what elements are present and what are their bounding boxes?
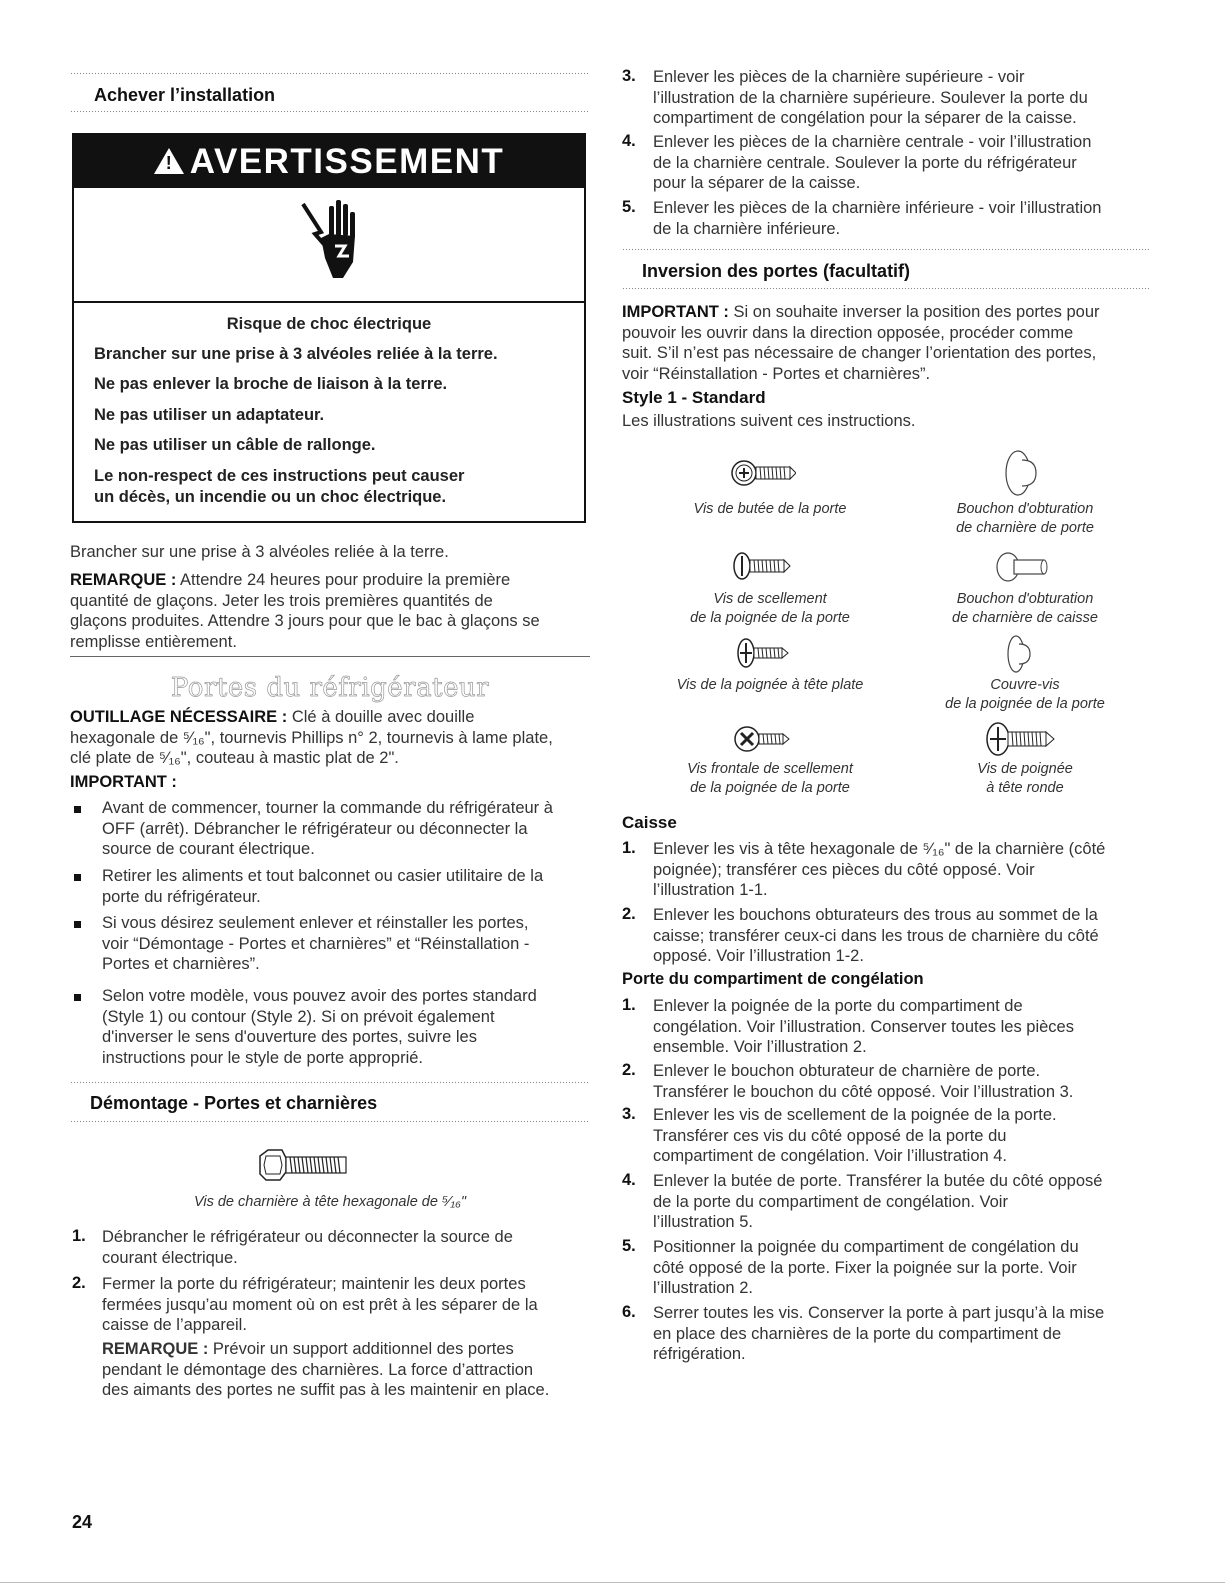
remarque-paragraph <box>70 570 590 652</box>
part-caption <box>650 590 890 628</box>
section-rule-bottom <box>70 110 590 114</box>
step-number: 2. <box>72 1274 86 1292</box>
text-line: porte du réfrigérateur. <box>102 887 261 906</box>
cabinet-hinge-plug-icon <box>994 551 1050 583</box>
door-handle-sealing-screw-icon <box>732 551 792 581</box>
text-line: opposé. Voir l’illustration 1-2. <box>653 947 864 965</box>
outillage-label: OUTILLAGE NÉCESSAIRE : <box>70 708 288 726</box>
text-line: des aimants des portes ne suffit pas à les maintenir en place. <box>102 1381 550 1399</box>
text-line: Enlever les pièces de la charnière inférieure - voir l’illustration <box>653 199 1102 217</box>
text-line: Avant de commencer, tourner la commande du réfrigérateur à <box>102 799 553 817</box>
text-line: remplisse entièrement. <box>70 632 237 651</box>
electric-shock-hand-icon <box>299 198 361 288</box>
text-line: Débrancher le réfrigérateur ou déconnecter la source de <box>102 1228 513 1246</box>
text-line: Transférer le bouchon du côté opposé. Voir l’illustration 3. <box>653 1082 1074 1101</box>
text-line: congélation. Voir l’illustration. Conserver toutes les pièces <box>653 1017 1074 1036</box>
text-line: Transférer ces vis du côté opposé de la porte du <box>653 1126 1007 1145</box>
section-title-demontage: Démontage - Portes et charnières <box>90 1093 378 1113</box>
step-item <box>653 905 1099 967</box>
text-line: suit. S’il n’est pas nécessaire de changer l’orientation des portes, <box>622 344 1097 362</box>
text-line: de la poignée de la porte <box>690 780 850 796</box>
text-line: Vis de scellement <box>713 591 827 607</box>
text-line: Enlever la butée de porte. Transférer la butée du côté opposé <box>653 1172 1103 1190</box>
text-line: l’illustration de la charnière supérieure. Soulever la porte du <box>653 88 1088 107</box>
page-bottom-edge <box>0 1582 1225 1583</box>
warning-line: Ne pas utiliser un câble de rallonge. <box>94 436 376 454</box>
section-rule-top <box>622 248 1150 252</box>
text-line: (Style 1) ou contour (Style 2). Si on prévoit également <box>102 1007 495 1026</box>
style1-subtext: Les illustrations suivent ces instructions. <box>622 412 916 430</box>
section-rule-bottom <box>622 287 1150 291</box>
part-caption <box>920 500 1130 538</box>
remarque-label: REMARQUE : <box>70 571 177 589</box>
step-number: 1. <box>72 1227 86 1245</box>
warning-line: Brancher sur une prise à 3 alvéoles reliée à la terre. <box>94 345 498 363</box>
text-line: Serrer toutes les vis. Conserver la porte à part jusqu’à la mise <box>653 1304 1105 1322</box>
bullet-item <box>102 866 543 907</box>
front-sealing-screw-icon <box>733 723 791 755</box>
part-caption <box>650 760 890 798</box>
section-title-installation: Achever l’installation <box>94 85 276 105</box>
step-number: 2. <box>622 1061 636 1079</box>
step-number: 4. <box>622 1171 636 1189</box>
part-caption <box>920 676 1130 714</box>
text-line: compartiment de congélation. Voir l’illustration 4. <box>653 1147 1008 1165</box>
warning-title: AVERTISSEMENT <box>189 142 505 181</box>
text-line: Selon votre modèle, vous pouvez avoir des portes standard <box>102 987 537 1005</box>
text-line: Clé à douille avec douille <box>287 708 475 726</box>
text-line: Prévoir un support additionnel des portes <box>208 1340 514 1358</box>
hex-hinge-screw-icon <box>258 1148 350 1182</box>
text-line: Enlever le bouchon obturateur de charnière de porte. <box>653 1062 1041 1080</box>
step-number: 2. <box>622 905 636 923</box>
text-line: Retirer les aliments et tout balconnet ou casier utilitaire de la <box>102 867 544 885</box>
text-line: poignée); transférer ces pièces du côté opposé. Voir <box>653 860 1035 879</box>
step-item <box>653 1105 1057 1167</box>
step-number: 3. <box>622 67 636 85</box>
important-label: IMPORTANT : <box>70 773 177 791</box>
step-number: 1. <box>622 996 636 1014</box>
text-line: en place des charnières de la porte du compartiment de <box>653 1324 1062 1343</box>
warning-triangle-icon: ! <box>154 148 184 174</box>
text-line: Si vous désirez seulement enlever et réinstaller les portes, <box>102 914 529 932</box>
text-line: clé plate de ⁵⁄₁₆", couteau à mastic plat de 2". <box>70 749 399 767</box>
text-line: voir “Démontage - Portes et charnières” et “Réinstallation - <box>102 934 530 953</box>
text-line: pouvoir les ouvrir dans la direction opposée, procéder comme <box>622 323 1074 342</box>
round-head-handle-screw-icon <box>984 721 1056 757</box>
text-line: de la poignée de la porte <box>945 696 1105 712</box>
paragraph: Brancher sur une prise à 3 alvéoles reliée à la terre. <box>70 543 449 561</box>
text-line: courant électrique. <box>102 1248 238 1267</box>
part-caption <box>920 590 1130 628</box>
text-line: Si on souhaite inverser la position des portes pour <box>728 303 1100 321</box>
door-hinge-plug-icon <box>1000 448 1044 498</box>
remarque2-paragraph <box>102 1339 549 1401</box>
text-line: quantité de glaçons. Jeter les trois premières quantités de <box>70 591 493 610</box>
text-line: hexagonale de ⁵⁄₁₆", tournevis Phillips n° 2, tournevis à lame plate, <box>70 728 553 747</box>
step-number: 1. <box>622 839 636 857</box>
step-item <box>102 1227 513 1268</box>
text-line: Fermer la porte du réfrigérateur; maintenir les deux portes <box>102 1275 526 1293</box>
step-item <box>653 839 1105 901</box>
text-line: Vis frontale de scellement <box>687 761 853 777</box>
screw-cover-icon <box>1004 634 1036 674</box>
part-caption: Vis de la poignée à tête plate <box>676 677 864 693</box>
text-line: de la poignée de la porte <box>690 610 850 626</box>
text-line: de la charnière inférieure. <box>653 219 841 238</box>
step-item <box>653 67 1088 129</box>
text-line: Attendre 24 heures pour produire la première <box>176 571 511 589</box>
important-paragraph <box>622 302 1150 384</box>
text-line: Couvre-vis <box>990 677 1060 693</box>
section-title-inversion: Inversion des portes (facultatif) <box>642 261 911 281</box>
section-rule-top <box>70 72 590 76</box>
text-line: de la porte du compartiment de congélation. Voir <box>653 1192 1008 1211</box>
text-line: pour la séparer de la caisse. <box>653 174 861 192</box>
text-line: caisse de l’appareil. <box>102 1316 247 1334</box>
text-line: d'inverser le sens d'ouverture des portes, suivre les <box>102 1028 477 1046</box>
text-line: source de courant électrique. <box>102 840 315 858</box>
bullet-item <box>102 798 553 860</box>
text-line: glaçons produites. Attendre 3 jours pour que le bac à glaçons se <box>70 612 540 630</box>
warning-divider <box>74 301 584 303</box>
warning-line: Le non-respect de ces instructions peut causer <box>94 467 465 485</box>
bullet-icon <box>74 994 81 1001</box>
text-line: ensemble. Voir l’illustration 2. <box>653 1038 867 1056</box>
text-line: Positionner la poignée du compartiment de congélation du <box>653 1238 1079 1256</box>
warning-line: un décès, un incendie ou un choc électrique. <box>94 488 447 506</box>
bullet-icon <box>74 806 81 813</box>
hinge-screw-caption: Vis de charnière à tête hexagonale de ⁵⁄₁₆" <box>193 1194 467 1210</box>
section-rule-bottom <box>70 1120 590 1124</box>
text-line: pendant le démontage des charnières. La force d’attraction <box>102 1360 534 1379</box>
step-number: 6. <box>622 1303 636 1321</box>
text-line: Portes et charnières”. <box>102 955 260 973</box>
text-line: de charnière de porte <box>956 520 1094 536</box>
step-number: 3. <box>622 1105 636 1123</box>
caisse-heading: Caisse <box>622 813 677 832</box>
section-title-portes: Portes du réfrigérateur <box>170 673 490 703</box>
warning-header <box>74 135 584 188</box>
text-line: Enlever la poignée de la porte du compartiment de <box>653 997 1023 1015</box>
text-line: voir “Réinstallation - Portes et charnières”. <box>622 364 931 383</box>
warning-line: Ne pas utiliser un adaptateur. <box>94 406 325 424</box>
text-line: caisse; transférer ceux-ci dans les trous de charnière du côté <box>653 926 1099 945</box>
bullet-item <box>102 986 537 1068</box>
text-line: à tête ronde <box>986 780 1064 796</box>
text-line: Enlever les pièces de la charnière supérieure - voir <box>653 68 1025 86</box>
text-line: côté opposé de la porte. Fixer la poignée sur la porte. Voir <box>653 1258 1077 1277</box>
step-item <box>653 1171 1102 1233</box>
bullet-item <box>102 913 529 975</box>
text-line: Vis de poignée <box>977 761 1073 777</box>
text-line: réfrigération. <box>653 1345 746 1363</box>
remarque2-label: REMARQUE : <box>102 1340 209 1358</box>
text-line: OFF (arrêt). Débrancher le réfrigérateur ou déconnecter la <box>102 819 528 838</box>
warning-box <box>72 133 586 523</box>
step-item <box>653 198 1101 239</box>
page-number: 24 <box>72 1512 93 1532</box>
flat-head-handle-screw-icon <box>736 637 790 669</box>
step-item <box>653 1237 1079 1299</box>
step-item <box>653 996 1074 1058</box>
text-line: Bouchon d'obturation <box>956 501 1094 517</box>
step-item <box>653 132 1091 194</box>
text-line: de charnière de caisse <box>952 610 1098 626</box>
text-line: Enlever les pièces de la charnière centrale - voir l’illustration <box>653 133 1092 151</box>
step-number: 5. <box>622 1237 636 1255</box>
warning-line: Risque de choc électrique <box>226 315 432 333</box>
text-line: l’illustration 1-1. <box>653 881 768 899</box>
text-line: Enlever les vis à tête hexagonale de ⁵⁄₁₆" de la charnière (côté <box>653 840 1106 858</box>
important-label: IMPORTANT : <box>622 303 729 321</box>
outillage-paragraph <box>70 707 590 769</box>
text-line: Enlever les vis de scellement de la poignée de la porte. <box>653 1106 1057 1124</box>
step-item <box>102 1274 538 1336</box>
horizontal-rule <box>70 656 590 657</box>
text-line: fermées jusqu’au moment où on est prêt à les séparer de la <box>102 1295 538 1314</box>
text-line: de la charnière centrale. Soulever la porte du réfrigérateur <box>653 153 1077 172</box>
warning-line: Ne pas enlever la broche de liaison à la terre. <box>94 375 448 393</box>
bullet-icon <box>74 921 81 928</box>
step-number: 4. <box>622 132 636 150</box>
part-caption: Vis de butée de la porte <box>693 501 847 517</box>
text-line: l’illustration 2. <box>653 1279 753 1297</box>
text-line: l’illustration 5. <box>653 1213 753 1231</box>
bullet-icon <box>74 874 81 881</box>
text-line: compartiment de congélation pour la séparer de la caisse. <box>653 109 1077 127</box>
style1-heading: Style 1 - Standard <box>622 388 766 407</box>
section-rule-top <box>70 1081 590 1085</box>
step-number: 5. <box>622 198 636 216</box>
step-item <box>653 1061 1073 1102</box>
text-line: instructions pour le style de porte approprié. <box>102 1048 424 1067</box>
text-line: Bouchon d'obturation <box>956 591 1094 607</box>
text-line: Enlever les bouchons obturateurs des trous au sommet de la <box>653 906 1098 924</box>
freezer-door-heading: Porte du compartiment de congélation <box>622 970 924 988</box>
part-caption <box>920 760 1130 798</box>
step-item <box>653 1303 1104 1365</box>
door-stop-screw-icon <box>730 458 796 488</box>
